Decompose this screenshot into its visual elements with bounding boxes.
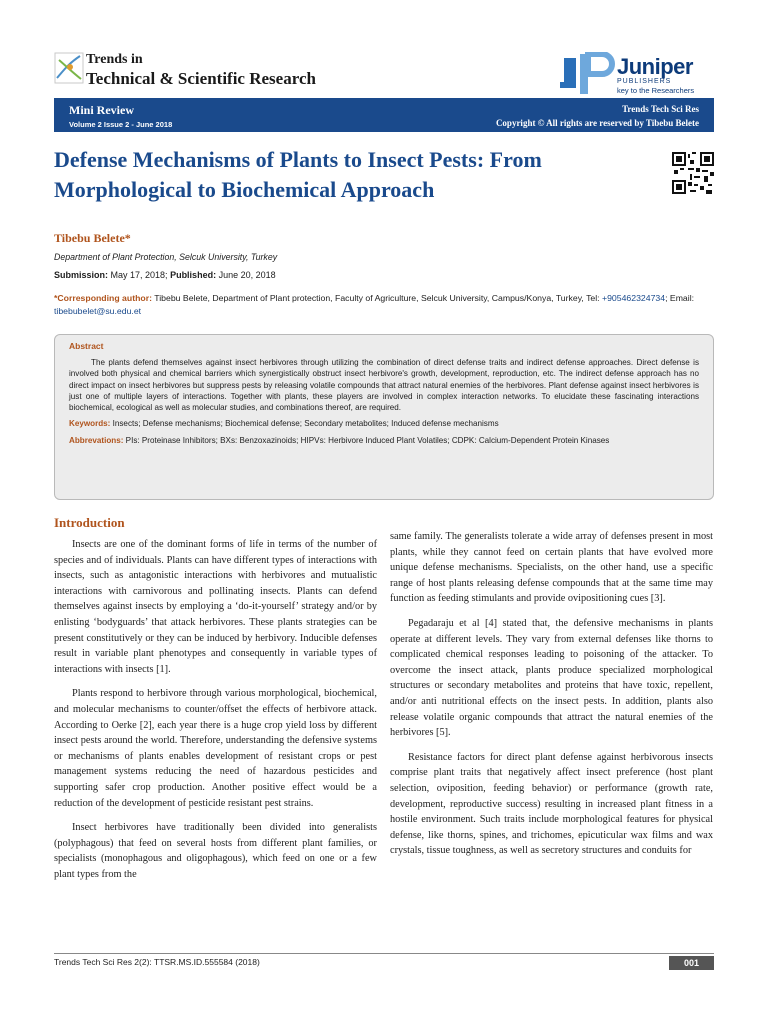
corresponding-text: Tibebu Belete, Department of Plant protection, Faculty of Agriculture, Selcuk University, Campus/Konya, Turkey, Tel: xyxy=(151,293,603,303)
journal-short-name: Trends Tech Sci Res xyxy=(622,104,699,114)
keywords-label: Keywords: xyxy=(69,419,111,429)
author-name: Tibebu Belete* xyxy=(54,231,131,245)
author-affiliation: Department of Plant Protection, Selcuk University, Turkey xyxy=(54,252,278,262)
journal-logo-icon xyxy=(54,52,84,84)
body-column-right xyxy=(390,529,713,868)
body-column-left xyxy=(54,537,377,891)
corresponding-label: *Corresponding author: xyxy=(54,293,152,303)
footer-divider xyxy=(54,953,714,954)
corresponding-author xyxy=(54,292,714,317)
journal-banner xyxy=(54,98,714,132)
publisher-logo-icon xyxy=(560,52,616,96)
paragraph: Pegadaraju et al [4] stated that, the defensive mechanisms in plants operate at different levels. They vary from external defenses like thorns to complicated chemical responses leading to poisoning of the attacker. To overcome the insect attack, plants produce specialized morphological structures or secondary metabolites and proteins that have toxic, repellent, and/or anti nutritional effects on the insect pests. In addition, plants also release volatile organic compounds that attract the natural enemies of the herbivores [5]. xyxy=(390,617,713,739)
publisher-tagline: key to the Researchers xyxy=(617,86,695,95)
qr-code-icon[interactable] xyxy=(672,152,714,194)
article-title: Defense Mechanisms of Plants to Insect Pests: From Morphological to Biochemical Approach xyxy=(54,147,542,202)
email-link[interactable]: tibebubelet@su.edu.et xyxy=(54,305,142,316)
abstract-box xyxy=(54,334,714,500)
abstract-text: The plants defend themselves against insect herbivores through utilizing the combination of direct defense traits and indirect defense approaches. Direct defense is involved both physical and chemical barriers which synergistically obstruct insect herbivore's growth, development, reproduction, etc. The indirect defense approach has no direct impact on insect herbivores but suppress pests by releasing volatile compounds that attract natural enemies of the herbivores. Plant defense against insect herbivores is just one of multiple layers of interactions. Together with plants, these players are involved in complex interaction networks. To elucidate these fascinating interactions biochemical, ecological as well as molecular studies, and combinations thereof, are required. xyxy=(69,358,699,413)
abbreviations-label: Abbrevations: xyxy=(69,435,124,445)
footer-citation: Trends Tech Sci Res 2(2): TTSR.MS.ID.555584 (2018) xyxy=(54,957,260,967)
submission-date: May 17, 2018; xyxy=(108,270,168,280)
publisher-name: Juniper xyxy=(617,54,693,79)
publication-dates xyxy=(54,270,276,280)
paragraph: Plants respond to herbivore through various morphological, biochemical, and molecular mechanisms to counter/offset the effects of herbivore attack. According to Oerke [2], each year there is a huge crop yield loss by different insect pests around the world. Therefore, understanding the defensive systems or mechanisms of plants enables development of resistant crops or pest management systems reducing the need of hazardous pesticides and supporting safer crop production. Another positive effect would be a reduction of the development of pesticide resistant pest strains. xyxy=(54,688,377,809)
page-number: 001 xyxy=(669,956,714,970)
copyright-notice: Copyright © All rights are reserved by Tibebu Belete xyxy=(495,118,699,128)
abbreviations-line xyxy=(69,435,699,446)
journal-name-line1: Trends in xyxy=(86,52,143,67)
volume-info: Volume 2 Issue 2 - June 2018 xyxy=(69,120,173,129)
abstract-heading: Abstract xyxy=(69,341,104,351)
keywords-text: Insects; Defense mechanisms; Biochemical defense; Secondary metabolites; Induced defense mechanisms xyxy=(110,419,499,429)
paragraph: Insects are one of the dominant forms of life in terms of the number of species and of individuals. Plants can have different types of interactions with insects, such as antagonistic interactions with herbivores and mutualistic interactions with carnivorous and pollinating insects. Plants can defend themselves against insects by employing a ‘do-it-yourself’ strategy and/or by enlisting ‘bodyguards’ that attack herbivores. These plants strategies can be present constitutively or they can be induced by herbivory. Inducible defenses result in variable plant phenotypes and consequently in variable types of interactions with insects [1]. xyxy=(54,539,377,675)
published-date: June 20, 2018 xyxy=(216,270,276,280)
email-label: ; Email: xyxy=(665,293,695,303)
article-type: Mini Review xyxy=(69,103,134,117)
introduction-heading: Introduction xyxy=(54,515,125,530)
submission-label: Submission: xyxy=(54,270,109,280)
publisher-sub: PUBLISHERS xyxy=(617,78,672,85)
abbreviations-text: PIs: Proteinase Inhibitors; BXs: Benzoxazinoids; HIPVs: Herbivore Induced Plant Volatiles; CDPK: Calcium-Dependent Protein Kinases xyxy=(123,435,610,445)
keywords-line xyxy=(69,418,699,429)
paragraph: Resistance factors for direct plant defense against herbivorous insects comprise plant traits that negatively affect insect preference (host plant selection, oviposition, feeding behavior) or performance (growth rate, development, reproductive success) resulting in increased plant fitness in a hostile environment. Such traits include morphological features for physical defense, like thorns, spines, and trichomes, epicuticular wax films and wax crystals, tissue toughness, as well as secretory structures and conduits for xyxy=(390,751,713,857)
published-label: Published: xyxy=(167,270,217,280)
journal-name-line2: Technical & Scientific Research xyxy=(86,69,316,88)
phone-link[interactable]: +905462324734 xyxy=(602,293,666,303)
paragraph: Insect herbivores have traditionally been divided into generalists (polyphagous) that feed on several hosts from different plant families, or specialists (monophagous and oligophagous), which feed on one or a few plant types from the xyxy=(54,822,377,880)
paragraph: same family. The generalists tolerate a wide array of defenses present in most plants, while they cannot feed on certain plants that have evolved more unique defense mechanisms. Specialists, on the other hand, use a specific range of host plants releasing defense compounds that at the same time may function as feeding stimulants and provide ovipositioning cues [3]. xyxy=(390,531,713,605)
